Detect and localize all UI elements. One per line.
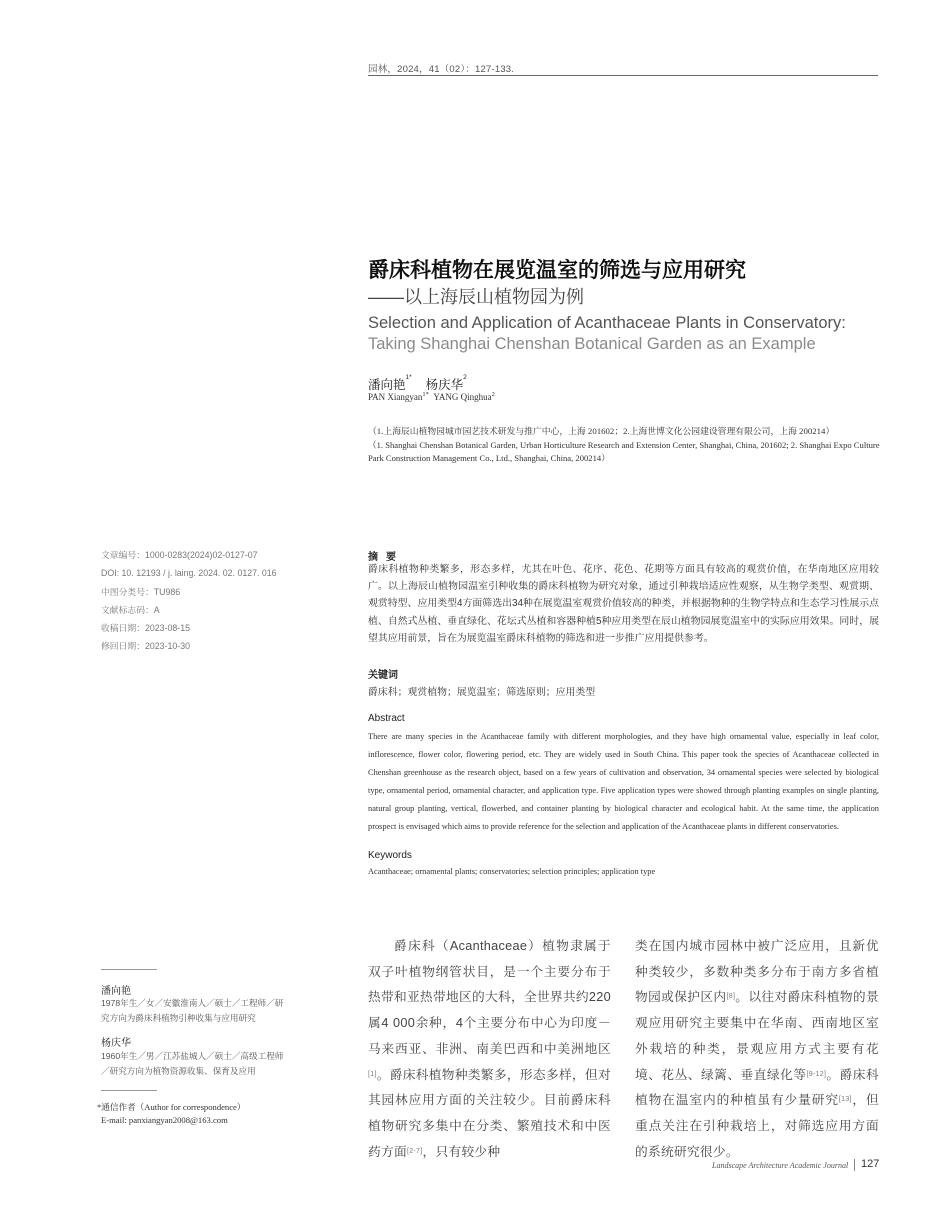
author-2-zh: 杨庆华 [425,378,464,392]
meta-classification: 中图分类号：TU986 [101,586,181,597]
authors-zh [368,375,467,393]
abstract-en-body: There are many species in the Acanthaceae family with different morphologies, and they have high ornamental value, especially in leaf color, inflorescence, flower color, flowering period, etc. They are widely used in South China. This paper took the species of Acanthaceae collected in Chenshan greenhouse as the research object, based on a few years of cultivation and observation, 34 ornamental species were selected by biological type, ornamental period, ornamental character, and application type. Five application types were showed through planting examples on single planting, natural group planting, vertical, flowerbed, and container planting by biological character and ecological habit. At the same time, the application prospect is envisaged which aims to provide reference for the selection and application of the Acanthaceae plants in different conservatories. [368,732,879,831]
affiliation-zh: （1.上海辰山植物园城市园艺技术研发与推广中心，上海 201602；2.上海世博文化公园建设管理有限公司，上海 200214） [368,426,835,436]
title-en [368,313,883,355]
subtitle-zh: ——以上海辰山植物园为例 [368,287,584,307]
affiliation-en: （1. Shanghai Chenshan Botanical Garden, Urban Horticulture Research and Extension Center, Shanghai, China, 201602; 2. Shanghai Expo Culture Park Construction Management Co., Ltd., Shanghai, China, 200214） [368,440,880,463]
keywords-en: Acanthaceae; ornamental plants; conservatories; selection principles; application type [368,867,656,876]
abstract-en-heading: Abstract [368,713,405,724]
page-number: 127 [861,1158,880,1170]
title-en-tail: Taking Shanghai Chenshan Botanical Garden as an Example [368,335,816,353]
author-1-zh: 潘向艳 [368,378,406,392]
body-column-1 [368,934,611,1165]
author-2-en-sup: 2 [491,391,495,398]
title-zh: 爵床科植物在展览温室的筛选与应用研究 [368,259,746,282]
correspondence-label: *通信作者（Author for correspondence） [97,1102,246,1112]
abstract-zh-heading: 摘要 [368,552,404,563]
meta-received-date: 收稿日期：2023-08-15 [101,623,190,634]
abstract-zh-body: 爵床科植物种类繁多，形态多样，尤其在叶色、花序、花色、花期等方面具有较高的观赏价值，在华南地区应用较广。以上海辰山植物园温室引种收集的爵床科植物为研究对象，通过引种栽培适应性观察，从生物学类型、观赏期、观赏特型、应用类型4方面筛选出34种在展览温室观赏价值较高的种类，并根据物种的生物学特点和生态学习性展示点植、自然式丛植、垂直绿化、花坛式丛植和容器种植5种应用类型在辰山植物园展览温室中的实际应用效果。同时，展望其应用前景，旨在为展览温室爵床科植物的筛选和进一步推广应用提供参考。 [368,564,879,644]
bio-top-rule [101,969,157,970]
author-1-en-sup: 1* [422,391,429,398]
bio-1-text: 1978年生／女／安徽淮南人／硕士／工程师／研究方向为爵床科植物引种收集与应用研究 [101,998,284,1024]
meta-document-code: 文献标志码：A [101,604,160,615]
meta-revised-date: 修回日期：2023-10-30 [101,641,190,652]
header-rule [368,75,878,76]
bio-2-text: 1960年生／男／江苏盐城人／硕士／高级工程师／研究方向为植物资源收集、保育及应用 [101,1051,284,1077]
body-col1-text-c: ，只有较少种 [422,1144,501,1159]
meta-doi: DOI: 10. 12193 / j. laing. 2024. 02. 0127. 016 [101,568,277,579]
article-meta [101,546,277,656]
correspondence-email: E-mail: panxiangyan2008@163.com [101,1115,228,1125]
body-column-2 [635,934,879,1165]
citation-ref: [13] [838,1096,852,1104]
bio-2-name: 杨庆华 [101,1038,131,1049]
title-en-main: Selection and Application of Acanthaceae Plants in Conservatory: [368,314,846,332]
body-col1-text-b: 。爵床科植物种类繁多，形态多样，但对其园林应用方面的关注较少。目前爵床科植物研究多集中在分类、繁殖技术和中医药方面 [368,1067,611,1159]
body-col2-text-c: 。爵床科植物在温室内的种植虽有少量研究 [635,1067,879,1108]
citation-ref: [8] [726,993,736,1001]
authors-en [368,392,495,402]
body-col1-text-a: 爵床科（Acanthaceae）植物隶属于双子叶植物纲管状目，是一个主要分布于热带和亚热带地区的大科，全世界共约220属4 000余种，4个主要分布中心为印度－马来西亚、非洲、南美巴西和中美洲地区 [368,939,611,1056]
footer-journal-name: Landscape Architecture Academic Journal [712,1161,849,1170]
citation-ref: [1] [368,1070,377,1078]
author-2-en: YANG Qinghua [433,392,492,402]
running-header: 园林，2024，41（02）：127-133. [368,64,515,75]
body-col2-text-a: 类在国内城市园林中被广泛应用，且新优种类较少，多数种类多分布于南方多省植物园或保护区内 [635,939,879,1005]
bio-bottom-rule [101,1090,157,1091]
body-col2-text-b: 。以往对爵床科植物的景观应用研究主要集中在华南、西南地区室外栽培的种类，景观应用方式主要有花境、花丛、绿篱、垂直绿化等 [635,990,879,1082]
footer-separator [854,1159,855,1171]
citation-ref: [9-12] [806,1070,827,1078]
keywords-en-heading: Keywords [368,850,412,861]
citation-ref: [2-7] [406,1147,423,1155]
author-1-en: PAN Xiangyan [368,392,423,402]
body-col2-text-d: ，但重点关注在引种栽培上，对筛选应用方面的系统研究很少。 [635,1093,880,1159]
keywords-zh: 爵床科；观赏植物；展览温室；筛选原则；应用类型 [368,687,596,698]
meta-article-number: 文章编号：1000-0283(2024)02-0127-07 [101,550,258,560]
keywords-zh-heading: 关键词 [368,670,398,681]
author-2-zh-sup: 2 [463,374,467,381]
author-1-zh-sup: 1* [405,374,412,381]
bio-1-name: 潘向艳 [101,986,131,997]
